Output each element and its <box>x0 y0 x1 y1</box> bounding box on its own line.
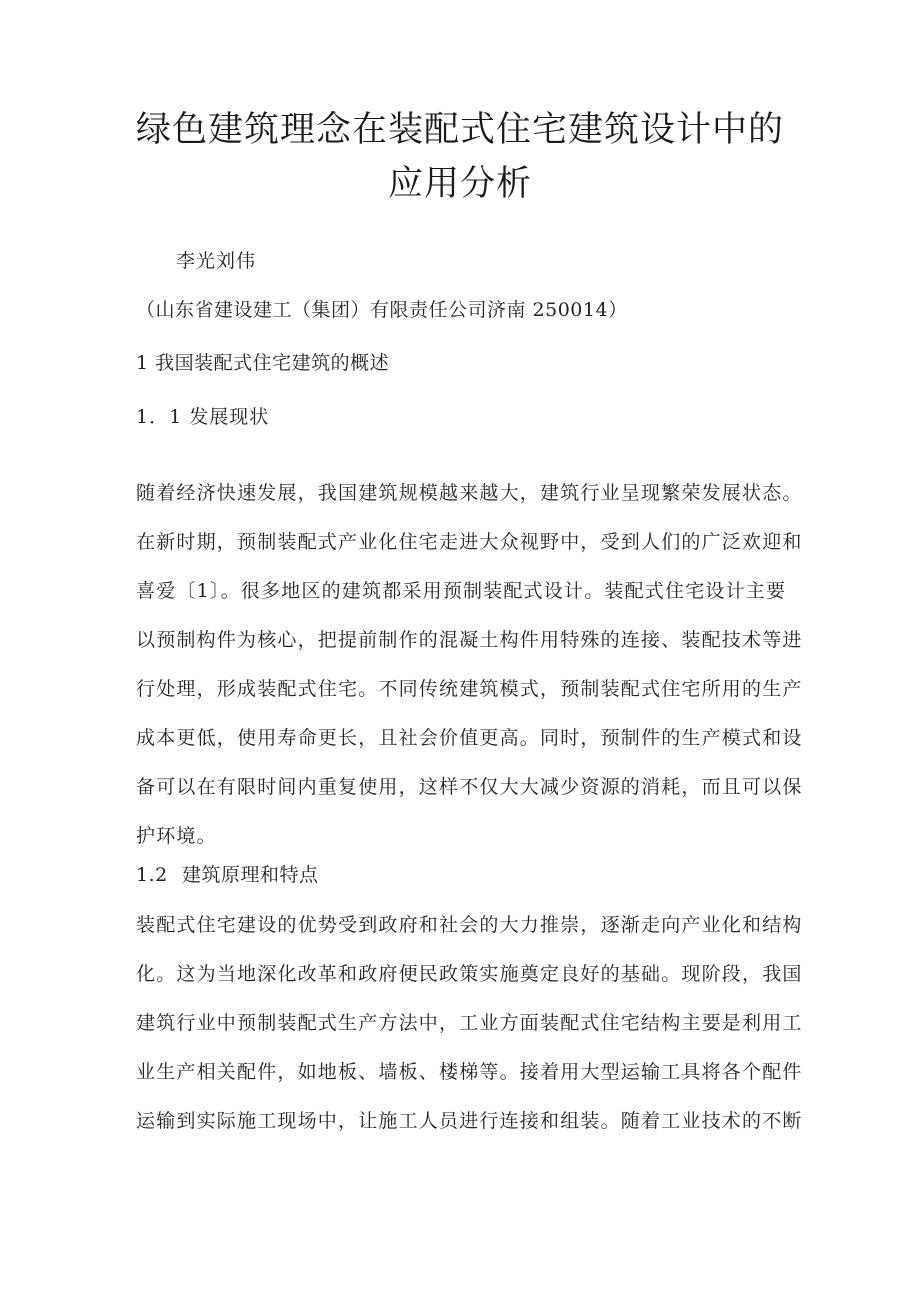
paragraph-line: 备可以在有限时间内重复使用，这样不仅大大减少资源的消耗，而且可以保 <box>136 776 803 798</box>
paragraph-line: 建筑行业中预制装配式生产方法中，工业方面装配式住宅结构主要是利用工 <box>136 1012 803 1034</box>
paragraph-line: 护环境。 <box>136 825 217 847</box>
paragraph-line: 业生产相关配件，如地板、墙板、楼梯等。接着用大型运输工具将各个配件 <box>136 1061 803 1083</box>
author-names: 李光刘伟 <box>176 250 257 272</box>
section-number: 1.2 <box>136 864 168 886</box>
document-title-line-2: 应用分析 <box>387 164 532 204</box>
paragraph-line: 成本更低，使用寿命更长，且社会价值更高。同时，预制件的生产模式和设 <box>136 727 803 749</box>
paragraph-line: 装配式住宅建设的优势受到政府和社会的大力推崇，逐渐走向产业化和结构 <box>136 914 803 936</box>
section-heading-1: 1 我国装配式住宅建筑的概述 <box>136 352 390 374</box>
paragraph-line: 在新时期，预制装配式产业化住宅走进大众视野中，受到人们的广泛欢迎和 <box>136 531 803 553</box>
paragraph-line: 喜爱〔1〕。很多地区的建筑都采用预制装配式设计。装配式住宅设计主要 <box>136 580 787 602</box>
paragraph-line: 随着经济快速发展，我国建筑规模越来越大，建筑行业呈现繁荣发展状态。 <box>136 482 803 504</box>
section-heading-1-1: 1．1 发展现状 <box>136 406 270 428</box>
author-affiliation: （山东省建设建工（集团）有限责任公司济南 250014） <box>136 299 628 321</box>
section-title: 建筑原理和特点 <box>182 864 319 886</box>
section-heading-1-2 <box>136 862 319 888</box>
document-title-line-1: 绿色建筑理念在装配式住宅建筑设计中的 <box>135 110 784 150</box>
paragraph-line: 以预制构件为核心，把提前制作的混凝土构件用特殊的连接、装配技术等进 <box>136 629 803 651</box>
paragraph-line: 化。这为当地深化改革和政府便民政策实施奠定良好的基础。现阶段，我国 <box>136 963 803 985</box>
paragraph-line: 行处理，形成装配式住宅。不同传统建筑模式，预制装配式住宅所用的生产 <box>136 678 803 700</box>
paragraph-line: 运输到实际施工现场中，让施工人员进行连接和组装。随着工业技术的不断 <box>136 1110 803 1132</box>
